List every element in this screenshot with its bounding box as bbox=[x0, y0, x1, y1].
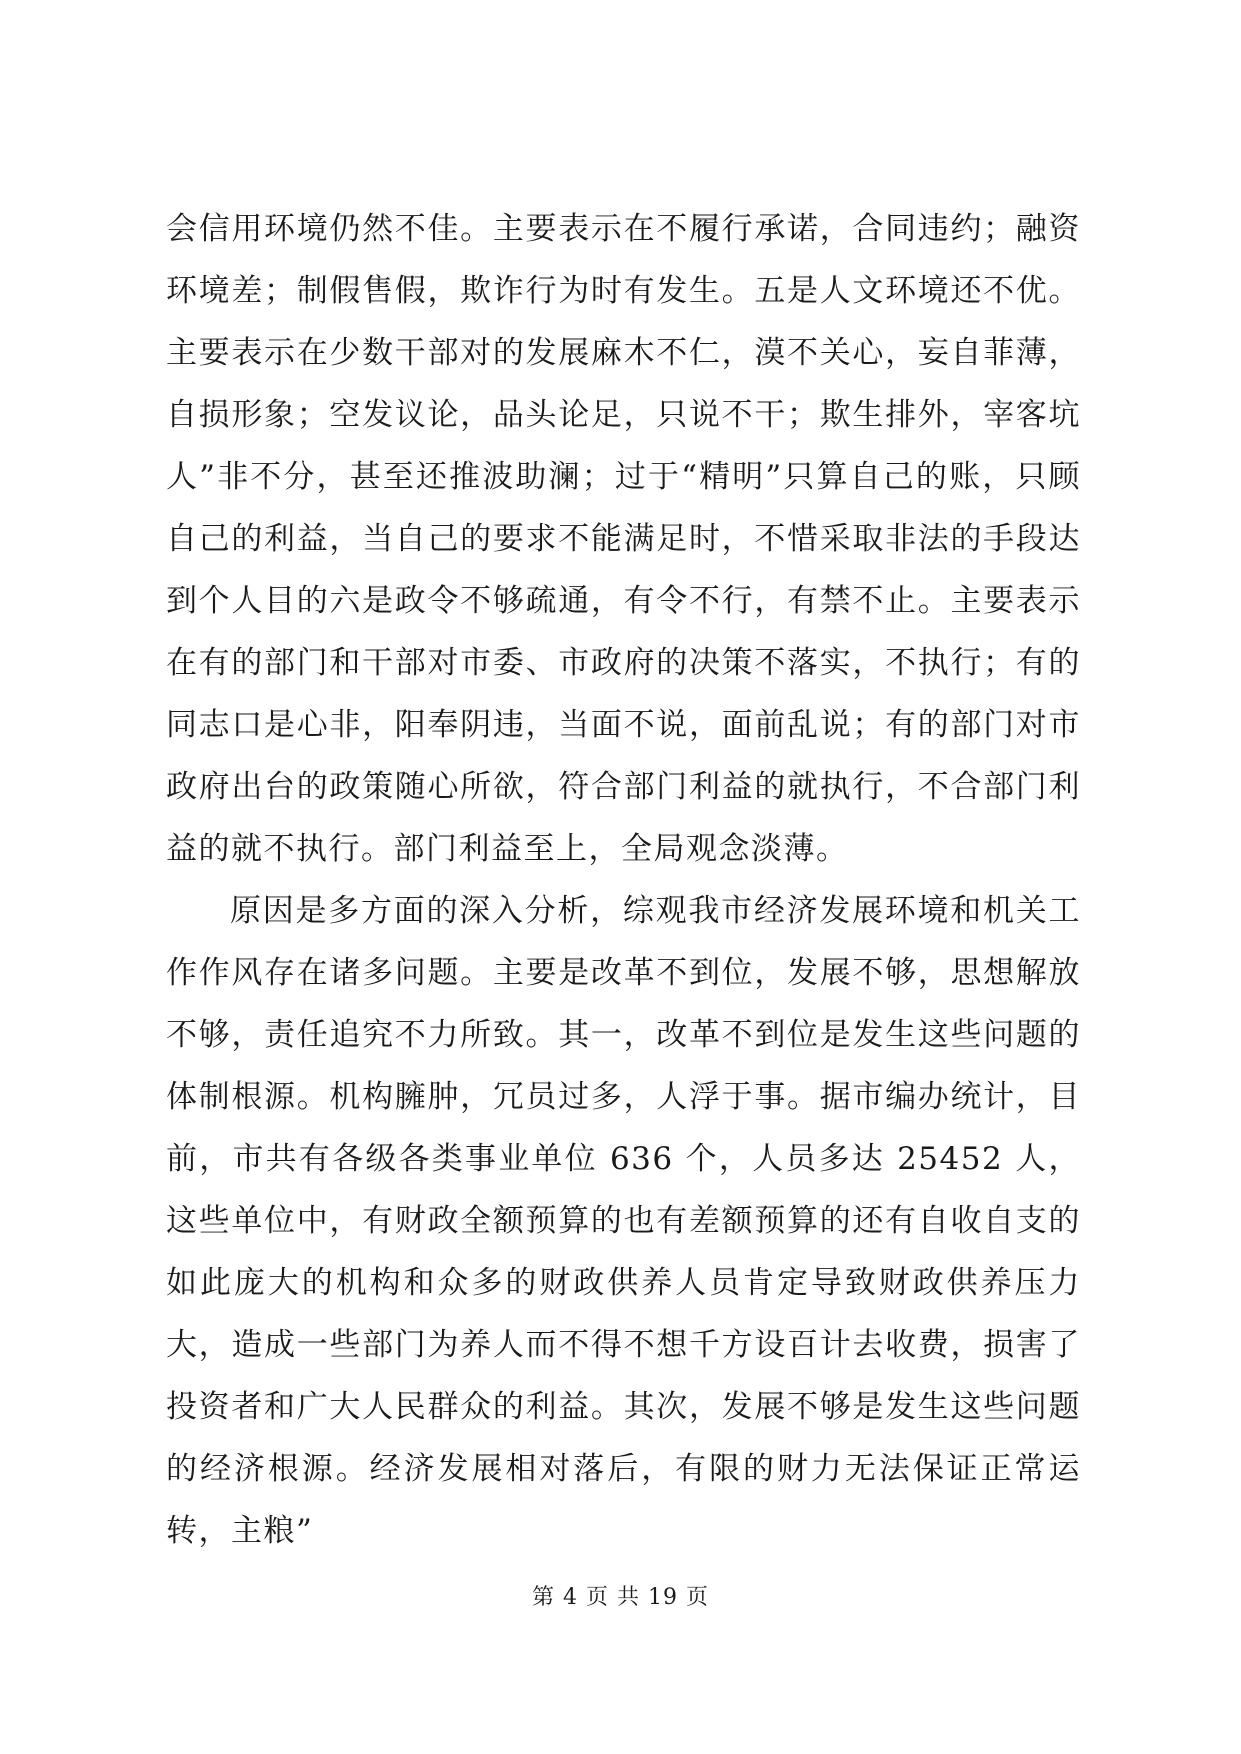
paragraph-1: 会信用环境仍然不佳。主要表示在不履行承诺，合同违约；融资环境差；制假售假，欺诈行为时有发生。五是人文环境还不优。主要表示在少数干部对的发展麻木不仁，漠不关心，妄自菲薄，自损形象；空发议论，品头论足，只说不干；欺生排外，宰客坑人”非不分，甚至还推波助澜；过于“精明”只算自己的账，只顾自己的利益，当自己的要求不能满足时，不惜采取非法的手段达到个人目的六是政令不够疏通，有令不行，有禁不止。主要表示在有的部门和干部对市委、市政府的决策不落实，不执行；有的同志口是心非，阳奉阴违，当面不说，面前乱说；有的部门对市政府出台的政策随心所欲，符合部门利益的就执行，不合部门利益的就不执行。部门利益至上，全局观念淡薄。 bbox=[166, 211, 1081, 867]
page-number-label: 第 4 页 共 19 页 bbox=[532, 1585, 709, 1610]
document-body bbox=[166, 198, 1081, 1562]
page-footer bbox=[0, 1583, 1241, 1613]
paragraph-2: 原因是多方面的深入分析，综观我市经济发展环境和机关工作作风存在诸多问题。主要是改革不到位，发展不够，思想解放不够，责任追究不力所致。其一，改革不到位是发生这些问题的体制根源。机构臃肿，冗员过多，人浮于事。据市编办统计，目前，市共有各级各类事业单位 636 个，人员多达 25452 人，这些单位中，有财政全额预算的也有差额预算的还有自收自支的如此庞大的机构和众多的财政供养人员肯定导致财政供养压力大，造成一些部门为养人而不得不想千方设百计去收费，损害了投资者和广大人民群众的利益。其次，发展不够是发生这些问题的经济根源。经济发展相对落后，有限的财力无法保证正常运转，主粮” bbox=[166, 893, 1081, 1549]
